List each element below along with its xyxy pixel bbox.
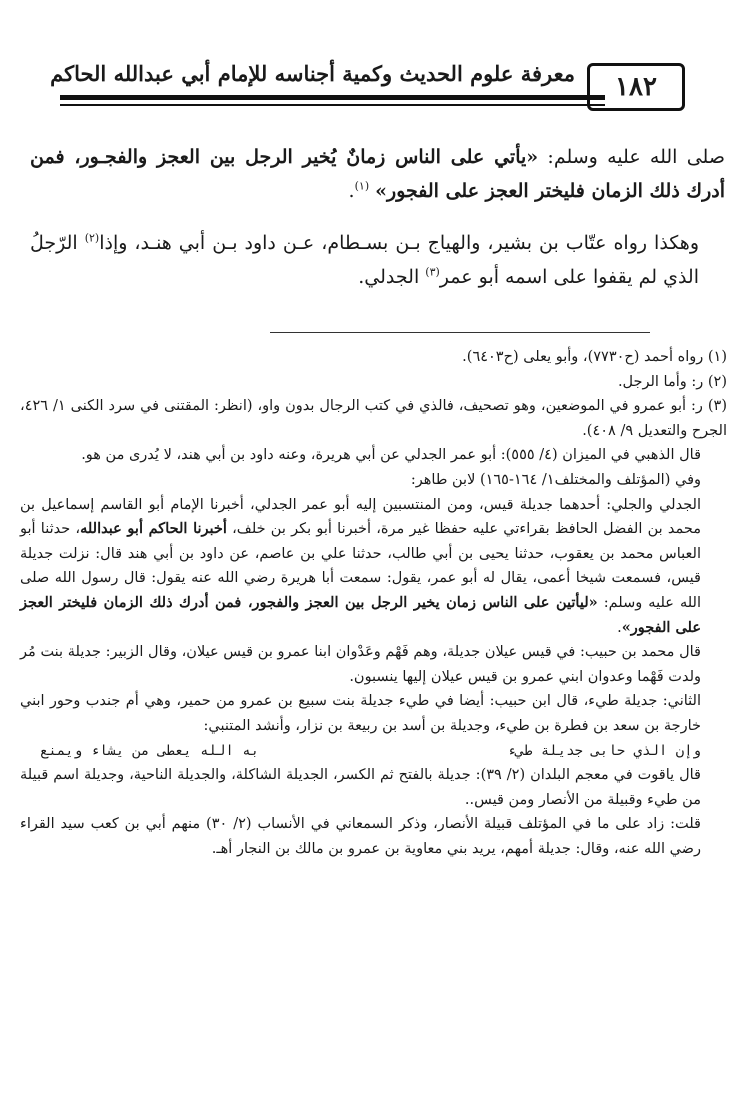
- footnote-3-note: قلت: زاد على ما في المؤتلف قبيلة الأنصار، وذكر السمعاني في الأنساب (٢/ ٣٠) منهم أبي بن كعب سيد القراء رضي الله عنه، وقال: جديلة أمهم، يريد بني معاوية بن عمرو بن مالك بن النجار أهـ.: [20, 816, 701, 857]
- isnad-a: الجدلي والجلي: أحدهما جديلة قيس، ومن المنتسبين إليه أبو عمر الجدلي، أخبرنا الإمام أبو القاسم إسماعيل بن محمد بن الفضل الحافظ بقراءتي عليه حفظا غير مرة، أخبرنا أبو بكر بن خلف،: [20, 496, 701, 538]
- verse-second-hemistich: به الله يعطى من يشاء ويمنع: [40, 742, 260, 759]
- isnad-hakim: أخبرنا الحاكم أبو عبدالله: [80, 520, 227, 538]
- hadith-text: «يأتي على الناس زمانٌ يُخير الرجل بين العجز والفجـور، فمن أدرك ذلك الزمان فليختر العجز على الفجور»: [30, 146, 725, 202]
- footnote-2: (٢) ر: وأما الرجل.: [617, 373, 727, 390]
- footnote-3-ibn-tahir: وفي (المؤتلف والمختلف١/ ١٦٤-١٦٥) لابن طاهر:: [410, 471, 701, 488]
- page-number: ١٨٢: [587, 63, 685, 111]
- footnote-3-second: الثاني: جديلة طيء، قال ابن حبيب: أيضا في طيء جديلة بنت سبيع بن عمرو من حمير، وهي أم جندب وحور ابني خارجة بن سعد بن فطرة بن طيء، وجديلة بن أسد بن ربيعة بن نزار، وأنشد المتنبي:: [20, 693, 701, 734]
- header-rule-thick: [60, 95, 605, 100]
- p2-c: الجدلي.: [358, 266, 426, 288]
- paragraph-1: [30, 140, 725, 208]
- footnote-separator: [270, 332, 650, 333]
- isnad-b: ، حدثنا أبو العباس محمد بن يعقوب، حدثنا يحيى بن أبي طالب، حدثنا علي بن عاصم، عن داود بن أبي هند قال: نزلت جديلة قيس، فسمعت شيخا أعمى، يقال له أبو عمر، يقول: سمعت أبا هريرة رضي الله عنه يقول: قال رسول الله صلى الله عليه وسلم:: [20, 521, 702, 611]
- footnote-ref-2: (٢): [84, 231, 100, 245]
- main-text: [30, 140, 725, 312]
- p1-intro: صلى الله عليه وسلم:: [538, 146, 725, 168]
- footnote-1: (١) رواه أحمد (ح٧٧٣٠)، وأبو يعلى (ح٦٤٠٣).: [462, 349, 727, 365]
- verse-first-hemistich: وإن الذي حابى جديلة طيء: [507, 742, 701, 759]
- paragraph-2: [30, 226, 725, 294]
- footnote-3-yaqut: قال ياقوت في معجم البلدان (٢/ ٣٩): جديلة بالفتح ثم الكسر، الجديلة الشاكلة، والجديلة الناحية، وجديلة اسم قبيلة من طيء وقبيلة من الأنصار ومن قيس..: [20, 767, 701, 808]
- isnad-hadith: «ليأتين على الناس زمان يخير الرجل بين العجز والفجور، فمن أدرك ذلك الزمان فليختر العجز على الفجور»: [20, 593, 701, 636]
- header-rule-thin: [60, 104, 605, 106]
- footnote-ref-3: (٣): [425, 265, 440, 279]
- p2-b: الرّجلُ الذي لم يقفوا على اسمه أبو عمر: [30, 232, 699, 288]
- footnote-3-ibn-habib: قال محمد بن حبيب: في قيس عيلان جديلة، وهم فَهْم وعَدْوان ابنا عمرو بن قيس عيلان، وقال الزبير: جديلة بنت مُر ولدت فَهْما وعدوان ابني عمرو بن قيس عيلان إليها ينسبون.: [20, 644, 701, 685]
- footnote-3: (٣) ر: أبو عمرو في الموضعين، وهو تصحيف، فالذي في كتب الرجال بدون واو، (انظر: المقتنى في سرد الكنى ١/ ٤٢٦، الجرح والتعديل ٩/ ٤٠٨).: [20, 398, 727, 439]
- footnote-ref-1: (١): [354, 179, 370, 193]
- p2-a: وهكذا رواه عتّاب بن بشير، والهياج بـن بسـطام، عـن داود بـن أبي هنـد، وإذا: [99, 232, 699, 254]
- footnotes: [20, 345, 727, 861]
- p1-end: .: [348, 180, 355, 202]
- page-header: [50, 55, 715, 115]
- isnad-end: .: [617, 619, 622, 636]
- footnote-3-isnad: [20, 493, 727, 641]
- poem-verse: [20, 739, 727, 764]
- running-title: معرفة علوم الحديث وكمية أجناسه للإمام أبي عبدالله الحاكم: [50, 61, 575, 86]
- footnote-3-dhahabi: قال الذهبي في الميزان (٤/ ٥٥٥): أبو عمر الجدلي عن أبي هريرة، وعنه داود بن أبي هند، لا يُدرى من هو.: [81, 447, 701, 464]
